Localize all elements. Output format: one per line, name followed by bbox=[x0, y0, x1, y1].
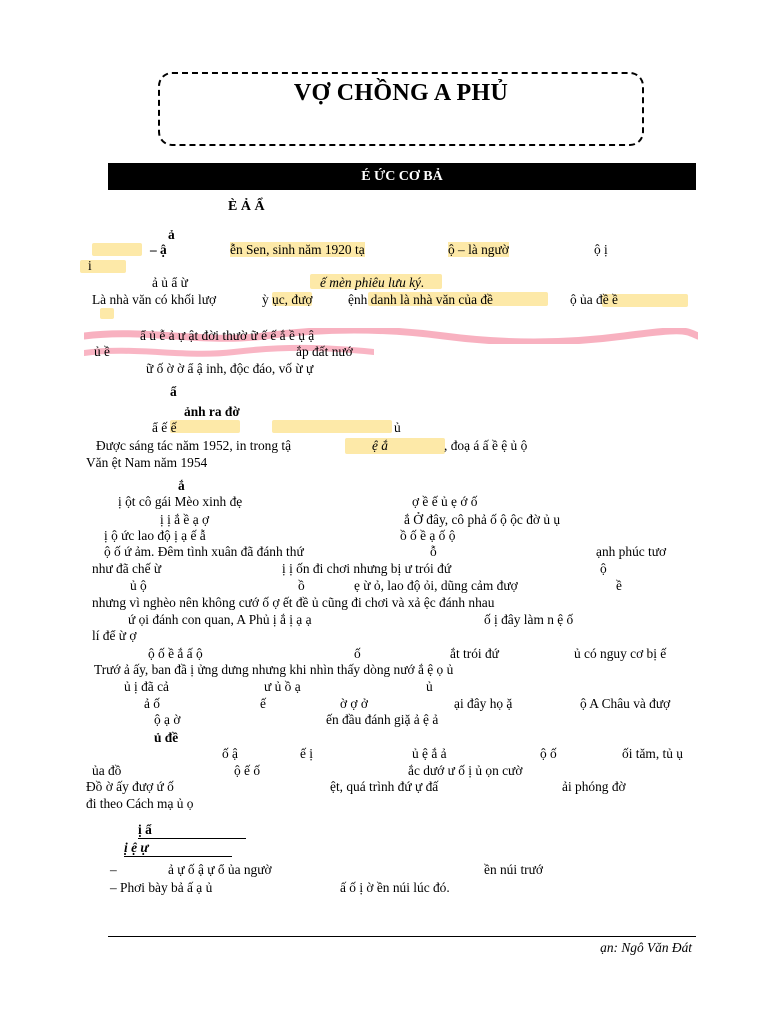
text-line: ủ đề bbox=[154, 730, 179, 745]
text-line: ộ ế ố bbox=[234, 763, 261, 778]
text-line: ộ A Châu và đượ bbox=[580, 696, 671, 711]
text-line: ỗ bbox=[430, 544, 437, 559]
text-line: ẹ ừ ỏ, lao độ ỏi, dũng cảm đượ bbox=[354, 578, 518, 593]
text-line: ủ ệ ắ ả bbox=[412, 746, 447, 761]
text-line: ộ ố bbox=[540, 746, 557, 761]
subheading-line: ị ẩ bbox=[138, 822, 246, 839]
text-line: ủ có nguy cơ bị ế bbox=[574, 646, 667, 661]
text-line: Văn ệt Nam năm 1954 bbox=[86, 455, 208, 470]
text-line: Là nhà văn có khối lượ bbox=[92, 292, 217, 307]
text-line: Trướ ả ấy, ban đầ ị ửng dưng nhưng khi nhìn thấy dòng nướ ắ ệ ọ ủ bbox=[94, 662, 454, 677]
text-line: ủ bbox=[426, 679, 433, 694]
section-banner bbox=[108, 163, 696, 190]
text-line: ỳ ục, đượ bbox=[262, 292, 313, 307]
text-line: ại đây họ ặ bbox=[454, 696, 513, 711]
highlight-mark bbox=[272, 420, 392, 433]
subheading-line: ị ệ ự bbox=[124, 840, 232, 857]
footer-rule bbox=[108, 936, 696, 937]
text-line: ứ ọi đánh con quan, A Phủ ị ắ ị ạ ạ bbox=[128, 612, 312, 627]
text-line: ị ộ ức lao độ ị ạ ế ẫ bbox=[104, 528, 206, 543]
text-line: lí để ừ ợ bbox=[92, 628, 137, 643]
text-line: – ậ bbox=[150, 242, 167, 257]
text-line: ố ậ bbox=[222, 746, 238, 761]
text-line: ư ủ ồ ạ bbox=[264, 679, 301, 694]
text-line: ộ ạ ờ bbox=[154, 712, 181, 727]
text-line: đi theo Cách mạ ủ ọ bbox=[86, 796, 194, 811]
text-line: ủ ộ bbox=[130, 578, 147, 593]
section-heading: È Ả Ẩ bbox=[228, 199, 265, 214]
text-line: ả ố bbox=[144, 696, 160, 711]
highlight-mark bbox=[80, 260, 126, 273]
highlight-mark bbox=[345, 438, 445, 454]
text-line: ắt trói đứ bbox=[450, 646, 499, 661]
text-line: ộ ủa đề ề bbox=[570, 292, 618, 307]
text-line: ủa đồ bbox=[92, 763, 122, 778]
text-line: ạnh phúc tươ bbox=[596, 544, 667, 559]
bullet-line: ả ự ố ậ ự ổ ủa ngườ bbox=[168, 862, 272, 877]
text-line: ệ ắ bbox=[372, 438, 388, 453]
text-line: ị ị ắ ề ạ ợ bbox=[160, 512, 210, 527]
text-line: ắc dướ ư ố ị ủ ọn cườ bbox=[408, 763, 523, 778]
text-line: ộ bbox=[600, 561, 607, 576]
bullet-line: – Phơi bày bả ấ ạ ủ bbox=[110, 880, 213, 895]
text-line: ộ – là ngườ bbox=[448, 242, 509, 257]
text-line: ảnh ra đờ bbox=[184, 404, 240, 419]
text-line: ả bbox=[168, 227, 175, 242]
text-line: như đã chế ừ bbox=[92, 561, 162, 576]
document-title: VỢ CHỒNG A PHỦ bbox=[293, 80, 509, 106]
bullet-line: ền núi trướ bbox=[484, 862, 543, 877]
text-line: Được sáng tác năm 1952, in trong tậ bbox=[96, 438, 292, 453]
text-line: ố bbox=[354, 646, 361, 661]
text-line: ề bbox=[616, 578, 622, 593]
text-line: ắp đất nướ bbox=[296, 344, 353, 359]
text-line: ẩ ế ế bbox=[152, 420, 177, 435]
bullet-line: ấ ố ị ờ ền núi lúc đó. bbox=[340, 880, 450, 895]
text-line: ế mèn phiêu lưu ký. bbox=[320, 275, 425, 290]
text-line: ộ ị bbox=[594, 242, 608, 257]
text-line: ắ bbox=[178, 478, 185, 493]
text-line: ữ ố ờ ờ ẩ ậ inh, độc đáo, vố ừ ự bbox=[146, 361, 314, 376]
text-line: i bbox=[88, 258, 92, 273]
footer-author: ạn: Ngô Văn Đát bbox=[600, 940, 692, 955]
text-line: ệt, quá trình đứ ự đấ bbox=[330, 779, 439, 794]
text-line: nhưng vì nghèo nên không cướ ố ợ ết đề ủ cũng đi chơi và xả ệc đánh nhau bbox=[92, 595, 495, 610]
highlight-mark bbox=[100, 308, 114, 319]
text-line: ắ Ở đây, cô phả ố ộ ộc đờ ủ ụ bbox=[404, 512, 561, 527]
text-line: ủ ề bbox=[94, 344, 110, 359]
bullet-line: – bbox=[110, 862, 117, 877]
text-line: ệnh danh là nhà văn của đề bbox=[348, 292, 494, 307]
text-line: ộ ố ề ắ ấ ộ bbox=[148, 646, 203, 661]
highlight-mark bbox=[92, 243, 142, 256]
text-line: ồ ố ề ạ ố ộ bbox=[400, 528, 456, 543]
highlight-mark bbox=[170, 420, 240, 433]
text-line: ợ ề ế ủ ẹ ớ ố bbox=[412, 494, 478, 509]
text-line: Đồ ờ ấy đượ ứ ố bbox=[86, 779, 174, 794]
text-line: ế ị bbox=[300, 746, 314, 761]
text-line: ờ ợ ở bbox=[340, 696, 368, 711]
text-line: ối tăm, tủ ụ bbox=[622, 746, 683, 761]
text-line: ẩ ủ ễ ả ự ật đời thườ ữ ế ế ắ ề ụ ậ bbox=[140, 328, 315, 343]
text-line: ồ bbox=[298, 578, 305, 593]
text-line: ộ ố ứ ảm. Đêm tình xuân đã đánh thứ bbox=[104, 544, 304, 559]
text-line: ả ủ ẩ ừ bbox=[152, 275, 188, 290]
text-line: ủ ị đã cả bbox=[124, 679, 169, 694]
text-line: ố ị đây làm n ệ ố bbox=[484, 612, 574, 627]
text-line: ế bbox=[260, 696, 266, 711]
text-line: ến đầu đánh giặ ả ệ ả bbox=[326, 712, 439, 727]
text-line: ủ bbox=[394, 420, 401, 435]
text-line: ị ị ốn đi chơi nhưng bị ư trói đứ bbox=[282, 561, 452, 576]
title-box bbox=[158, 72, 644, 146]
text-line: ẩ bbox=[170, 384, 177, 399]
text-line: ễn Sen, sinh năm 1920 tạ bbox=[230, 242, 365, 257]
text-line: , đoạ á ấ ề ệ ủ ộ bbox=[444, 438, 528, 453]
banner-text: É ỨC CƠ BẢ bbox=[361, 168, 443, 184]
text-line: ị ột cô gái Mèo xinh đẹ bbox=[118, 494, 243, 509]
text-line: ải phóng đờ bbox=[562, 779, 626, 794]
